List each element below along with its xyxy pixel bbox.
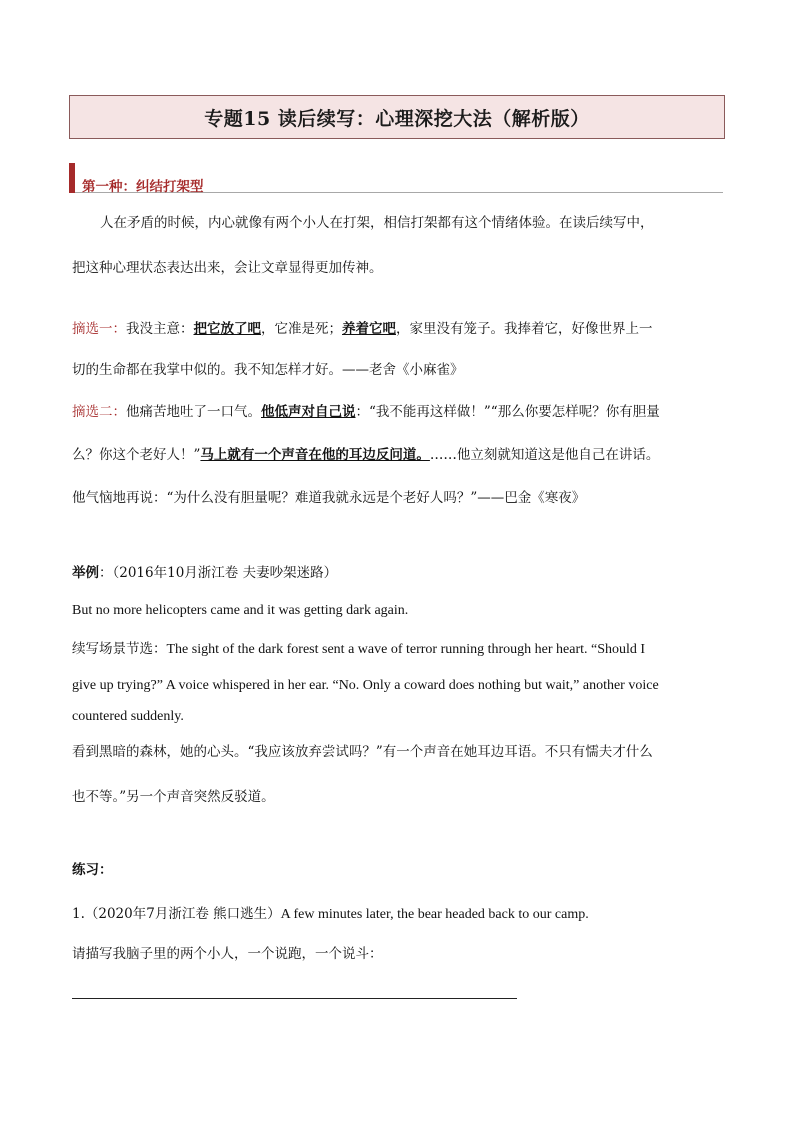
page-title: 专题15 读后续写：心理深挖大法（解析版） (69, 95, 725, 139)
answer-line[interactable] (72, 998, 517, 999)
excerpt-2-line-1 (72, 402, 722, 422)
section-heading (69, 163, 723, 193)
practice-question-1-sentence: A few minutes later, the bear headed back to our camp. (280, 907, 589, 922)
example-label: 举例 (72, 565, 99, 581)
intro-line-2: 把这种心理状态表达出来，会让文章显得更加传神。 (72, 260, 383, 276)
example-scene-line-3: countered suddenly. (72, 709, 184, 724)
example-original-sentence: But no more helicopters came and it was getting dark again. (72, 603, 409, 618)
excerpt-2-text-c: 么？你这个老好人！” (72, 447, 201, 463)
practice-question-1 (72, 904, 722, 925)
example-source: ：（2016年10月浙江卷 夫妻吵架迷路） (99, 565, 338, 581)
practice-heading: 练习： (72, 862, 113, 878)
excerpt-2-line-3: 他气恼地再说：“为什么没有胆量呢？难道我就永远是个老好人吗？”——巴金《寒夜》 (72, 490, 586, 506)
excerpt-2-emphasis-b: 马上就有一个声音在他的耳边反问道。 (200, 447, 430, 463)
section-heading-label: 第一种：纠结打架型 (82, 179, 204, 195)
excerpt-1-text-c: ，家里没有笼子。我捧着它，好像世界上一 (396, 321, 653, 337)
excerpt-1-line-2: 切的生命都在我掌中似的。我不知怎样才好。——老舍《小麻雀》 (72, 362, 464, 378)
excerpt-1-label: 摘选一： (72, 321, 126, 337)
practice-question-1-source: 1.（2020年7月浙江卷 熊口逃生） (72, 906, 281, 922)
excerpt-2-emphasis-a: 他低声对自己说 (261, 404, 356, 420)
example-translation-line-1: 看到黑暗的森林，她的心头。“我应该放弃尝试吗？”有一个声音在她耳边耳语。不只有懦夫才什么 (72, 744, 653, 760)
excerpt-2-text-d: ……他立刻就知道这是他自己在讲话。 (429, 447, 660, 463)
example-translation-line-2: 也不等。”另一个声音突然反驳道。 (72, 789, 275, 805)
excerpt-1-emphasis-a: 把它放了吧 (193, 321, 261, 337)
excerpt-2-line-2 (72, 445, 722, 465)
section-heading-bar (69, 163, 75, 193)
excerpt-1-text-b: ，它准是死； (261, 321, 342, 337)
excerpt-1-line-1 (72, 319, 722, 339)
practice-question-1-prompt: 请描写我脑子里的两个小人，一个说跑，一个说斗： (72, 946, 383, 962)
excerpt-2-text-a: 他痛苦地吐了一口气。 (126, 404, 261, 420)
intro-line-1: 人在矛盾的时候，内心就像有两个小人在打架，相信打架都有这个情绪体验。在读后续写中， (100, 215, 654, 231)
excerpt-1-text-a: 我没主意： (126, 321, 194, 337)
excerpt-1-emphasis-b: 养着它吧 (342, 321, 396, 337)
excerpt-2-label: 摘选二： (72, 404, 126, 420)
example-scene-line-2: give up trying?” A voice whispered in her ear. “No. Only a coward does nothing but wait,” another voice (72, 678, 659, 693)
example-scene-label: 续写场景节选： (72, 641, 167, 657)
excerpt-2-text-b: ：“我不能再这样做！”“那么你要怎样呢？你有胆量 (355, 404, 660, 420)
example-heading (72, 563, 722, 583)
example-scene-text-1: The sight of the dark forest sent a wave of terror running through her heart. “Should I (166, 642, 646, 657)
example-scene-line-1 (72, 639, 722, 660)
